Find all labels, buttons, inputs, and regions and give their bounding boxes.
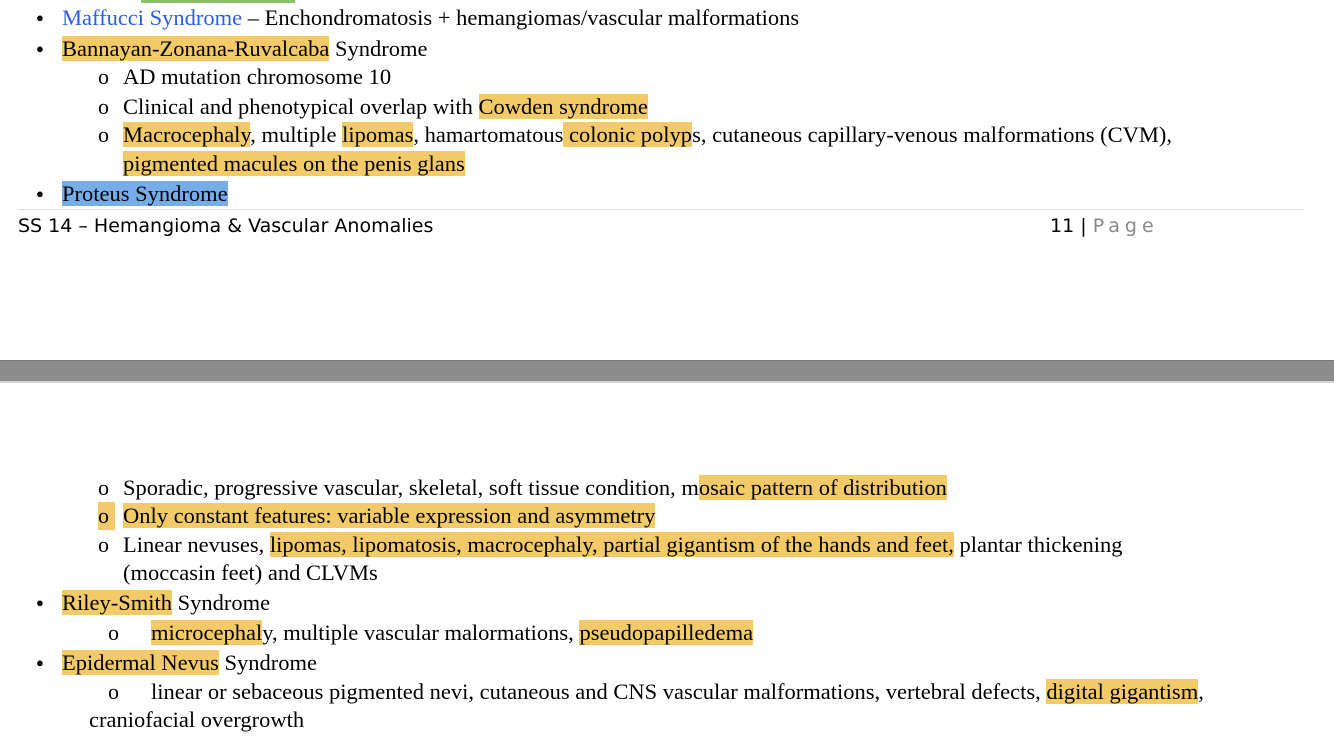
list-item [123,150,465,178]
highlighted-text: colonic polyp [563,122,693,147]
highlighted-text: Proteus Syndrome [62,181,228,206]
sub-bullet-icon: o [108,620,119,645]
list-item [123,474,947,502]
highlighted-text: Bannayan-Zonana-Ruvalcaba [62,36,330,61]
list-item [123,502,655,530]
bullet-icon: ● [36,41,44,56]
highlighted-text: Only constant features: variable expression and asymmetry [123,503,656,528]
list-item [151,678,1204,706]
page-separator: | [1080,215,1087,237]
list-item [62,649,317,677]
highlighted-text: digital gigantism [1046,679,1199,704]
text-segment: Syndrome [218,650,317,675]
text-segment: , hamartomatous [413,122,564,147]
sub-bullet-icon: o [98,532,109,557]
sub-bullet-icon: o [98,94,109,119]
text-segment: AD mutation chromosome 10 [123,64,392,89]
highlighted-text: microcephal [151,620,263,645]
sub-bullet-icon: o [98,64,109,89]
sub-bullet-icon: o [98,502,115,530]
list-item [89,706,304,734]
sub-bullet-icon: o [98,122,109,147]
text-segment: – Enchondromatosis + hemangiomas/vascular malformations [242,5,800,30]
text-segment: linear or sebaceous pigmented nevi, cutaneous and CNS vascular malformations, vertebral defects, [151,679,1047,704]
sub-bullet-icon: o [98,475,109,500]
bullet-icon: ● [36,186,44,201]
highlighted-text: Riley-Smith [62,590,173,615]
list-item [62,35,428,63]
text-segment: s, cutaneous capillary-venous malformations (CVM), [692,122,1172,147]
text-segment: Syndrome [172,590,271,615]
text-segment: Sporadic, progressive vascular, skeletal, soft tissue condition, m [123,475,699,500]
footer-page-number [1050,213,1159,239]
highlighted-text: osaic pattern of distribution [698,475,947,500]
list-item [62,589,270,617]
text-segment: , [1198,679,1204,704]
list-item [123,531,1123,559]
footer-title: SS 14 – Hemangioma & Vascular Anomalies [18,215,434,237]
sub-bullet-icon: o [108,679,119,704]
link-maffucci-syndrome[interactable]: Maffucci Syndrome [62,5,243,30]
highlighted-text: pseudopapilledema [579,620,754,645]
list-item [62,180,228,208]
page-label: Page [1092,215,1159,237]
list-item [151,619,753,647]
list-item [123,93,648,121]
bullet-icon: ● [36,655,44,670]
highlighted-text: lipomas [342,122,414,147]
text-segment: Linear nevuses, [123,532,270,557]
highlighted-text: Epidermal Nevus [62,650,219,675]
text-segment: Clinical and phenotypical overlap with [123,94,479,119]
text-segment: Syndrome [329,36,428,61]
list-item [123,63,391,91]
text-segment: y, multiple vascular malormations, [262,620,580,645]
text-segment: (moccasin feet) and CLVMs [123,560,378,585]
bullet-icon: ● [36,595,44,610]
page-break-gap [0,360,1334,383]
text-segment: plantar thickening [953,532,1123,557]
list-item [123,559,378,587]
list-item [123,121,1172,149]
text-segment: craniofacial overgrowth [89,707,305,732]
text-segment: , multiple [250,122,343,147]
page-number: 11 [1050,215,1075,237]
highlighted-text: lipomas, lipomatosis, macrocephaly, partial gigantism of the hands and feet, [269,532,954,557]
highlighted-text: Macrocephaly [123,122,251,147]
footer-divider [18,209,1304,210]
bullet-icon: ● [36,10,44,25]
highlight-fragment [141,0,295,3]
highlighted-text: pigmented macules on the penis glans [123,151,465,176]
highlighted-text: Cowden syndrome [478,94,648,119]
list-item [62,4,799,32]
